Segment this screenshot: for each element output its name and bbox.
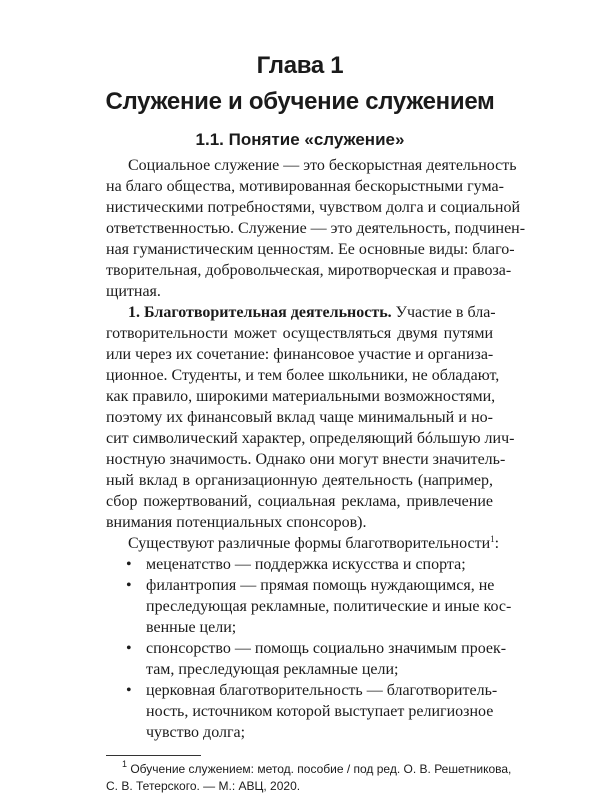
text-line: ная гуманистическим ценностям. Ее основные виды: благо- <box>106 241 515 258</box>
text-line: меценатство — поддержка искусства и спорта; <box>146 556 466 573</box>
bullet-icon: • <box>126 682 132 699</box>
text-line: ответственностью. Служение — это деятельность, подчинен- <box>106 220 526 237</box>
footnote-line <box>106 759 512 778</box>
text-line: венные цели; <box>146 619 237 636</box>
footnote-divider <box>106 755 201 756</box>
text-line: на благо общества, мотивированная бескорыстными гума- <box>106 178 504 195</box>
text-line: поэтому их финансовый вклад чаще минимальный и но- <box>106 409 493 426</box>
text-line: готворительности может осуществляться двумя путями <box>106 325 493 342</box>
chapter-label: Глава 1 <box>256 52 344 79</box>
footnote-text: Обучение служением: метод. пособие / под ред. О. В. Решетникова, <box>127 762 512 776</box>
text-line: сит символический характер, определяющий бóльшую лич- <box>106 430 515 447</box>
footnote-mark: 1 <box>122 759 128 769</box>
text-line: сбор пожертвований, социальная реклама, привлечение <box>106 493 493 510</box>
text-line: церковная благотворительность — благотворитель- <box>146 682 498 699</box>
text-line: нистическими потребностями, чувством долга и социальной <box>106 199 521 216</box>
footnote-reference[interactable]: 1 <box>490 534 495 544</box>
paragraph-heading: 1. Благотворительная деятельность. <box>128 304 392 321</box>
text-line: чувство долга; <box>146 724 246 741</box>
text-line: преследующая рекламные, политические и иные кос- <box>146 598 512 615</box>
text-line: спонсорство — помощь социально значимым проек- <box>146 640 507 657</box>
text-line: там, преследующая рекламные цели; <box>146 661 399 678</box>
text-line: внимания потенциальных спонсоров). <box>106 514 367 531</box>
forms-intro-line: Существуют различные формы благотворительности$^1$: <box>128 534 500 552</box>
text-line: творительная, добровольческая, миротворческая и правоза- <box>106 262 512 279</box>
bullet-icon: • <box>126 640 132 657</box>
text-line: филантропия — прямая помощь нуждающимся, не <box>146 577 495 594</box>
text-run: Существуют различные формы благотворительности <box>128 535 491 552</box>
text-line: как правило, широкими материальными возможностями, <box>106 388 496 405</box>
text-line: или через их сочетание: финансовое участие и организа- <box>106 346 494 363</box>
footnote-line: С. В. Тетерского. — М.: АВЦ, 2020. <box>106 779 301 793</box>
text-line: щитная. <box>106 283 161 300</box>
text-line: Социальное служение — это бескорыстная деятельность <box>128 157 517 174</box>
chapter-title: Служение и обучение служением <box>105 88 495 115</box>
bullet-icon: • <box>126 577 132 594</box>
text-line: ционное. Студенты, и тем более школьники, не обладают, <box>106 367 500 384</box>
text-line <box>106 302 496 323</box>
section-title: 1.1. Понятие «служение» <box>195 130 405 149</box>
text-run: Участие в бла- <box>391 304 496 321</box>
text-line: ностную значимость. Однако они могут внести значитель- <box>106 451 506 468</box>
bullet-icon: • <box>126 556 132 573</box>
text-line: ность, источником которой выступает религиозное <box>146 703 494 720</box>
text-line: ный вклад в организационную деятельность (например, <box>106 472 493 489</box>
